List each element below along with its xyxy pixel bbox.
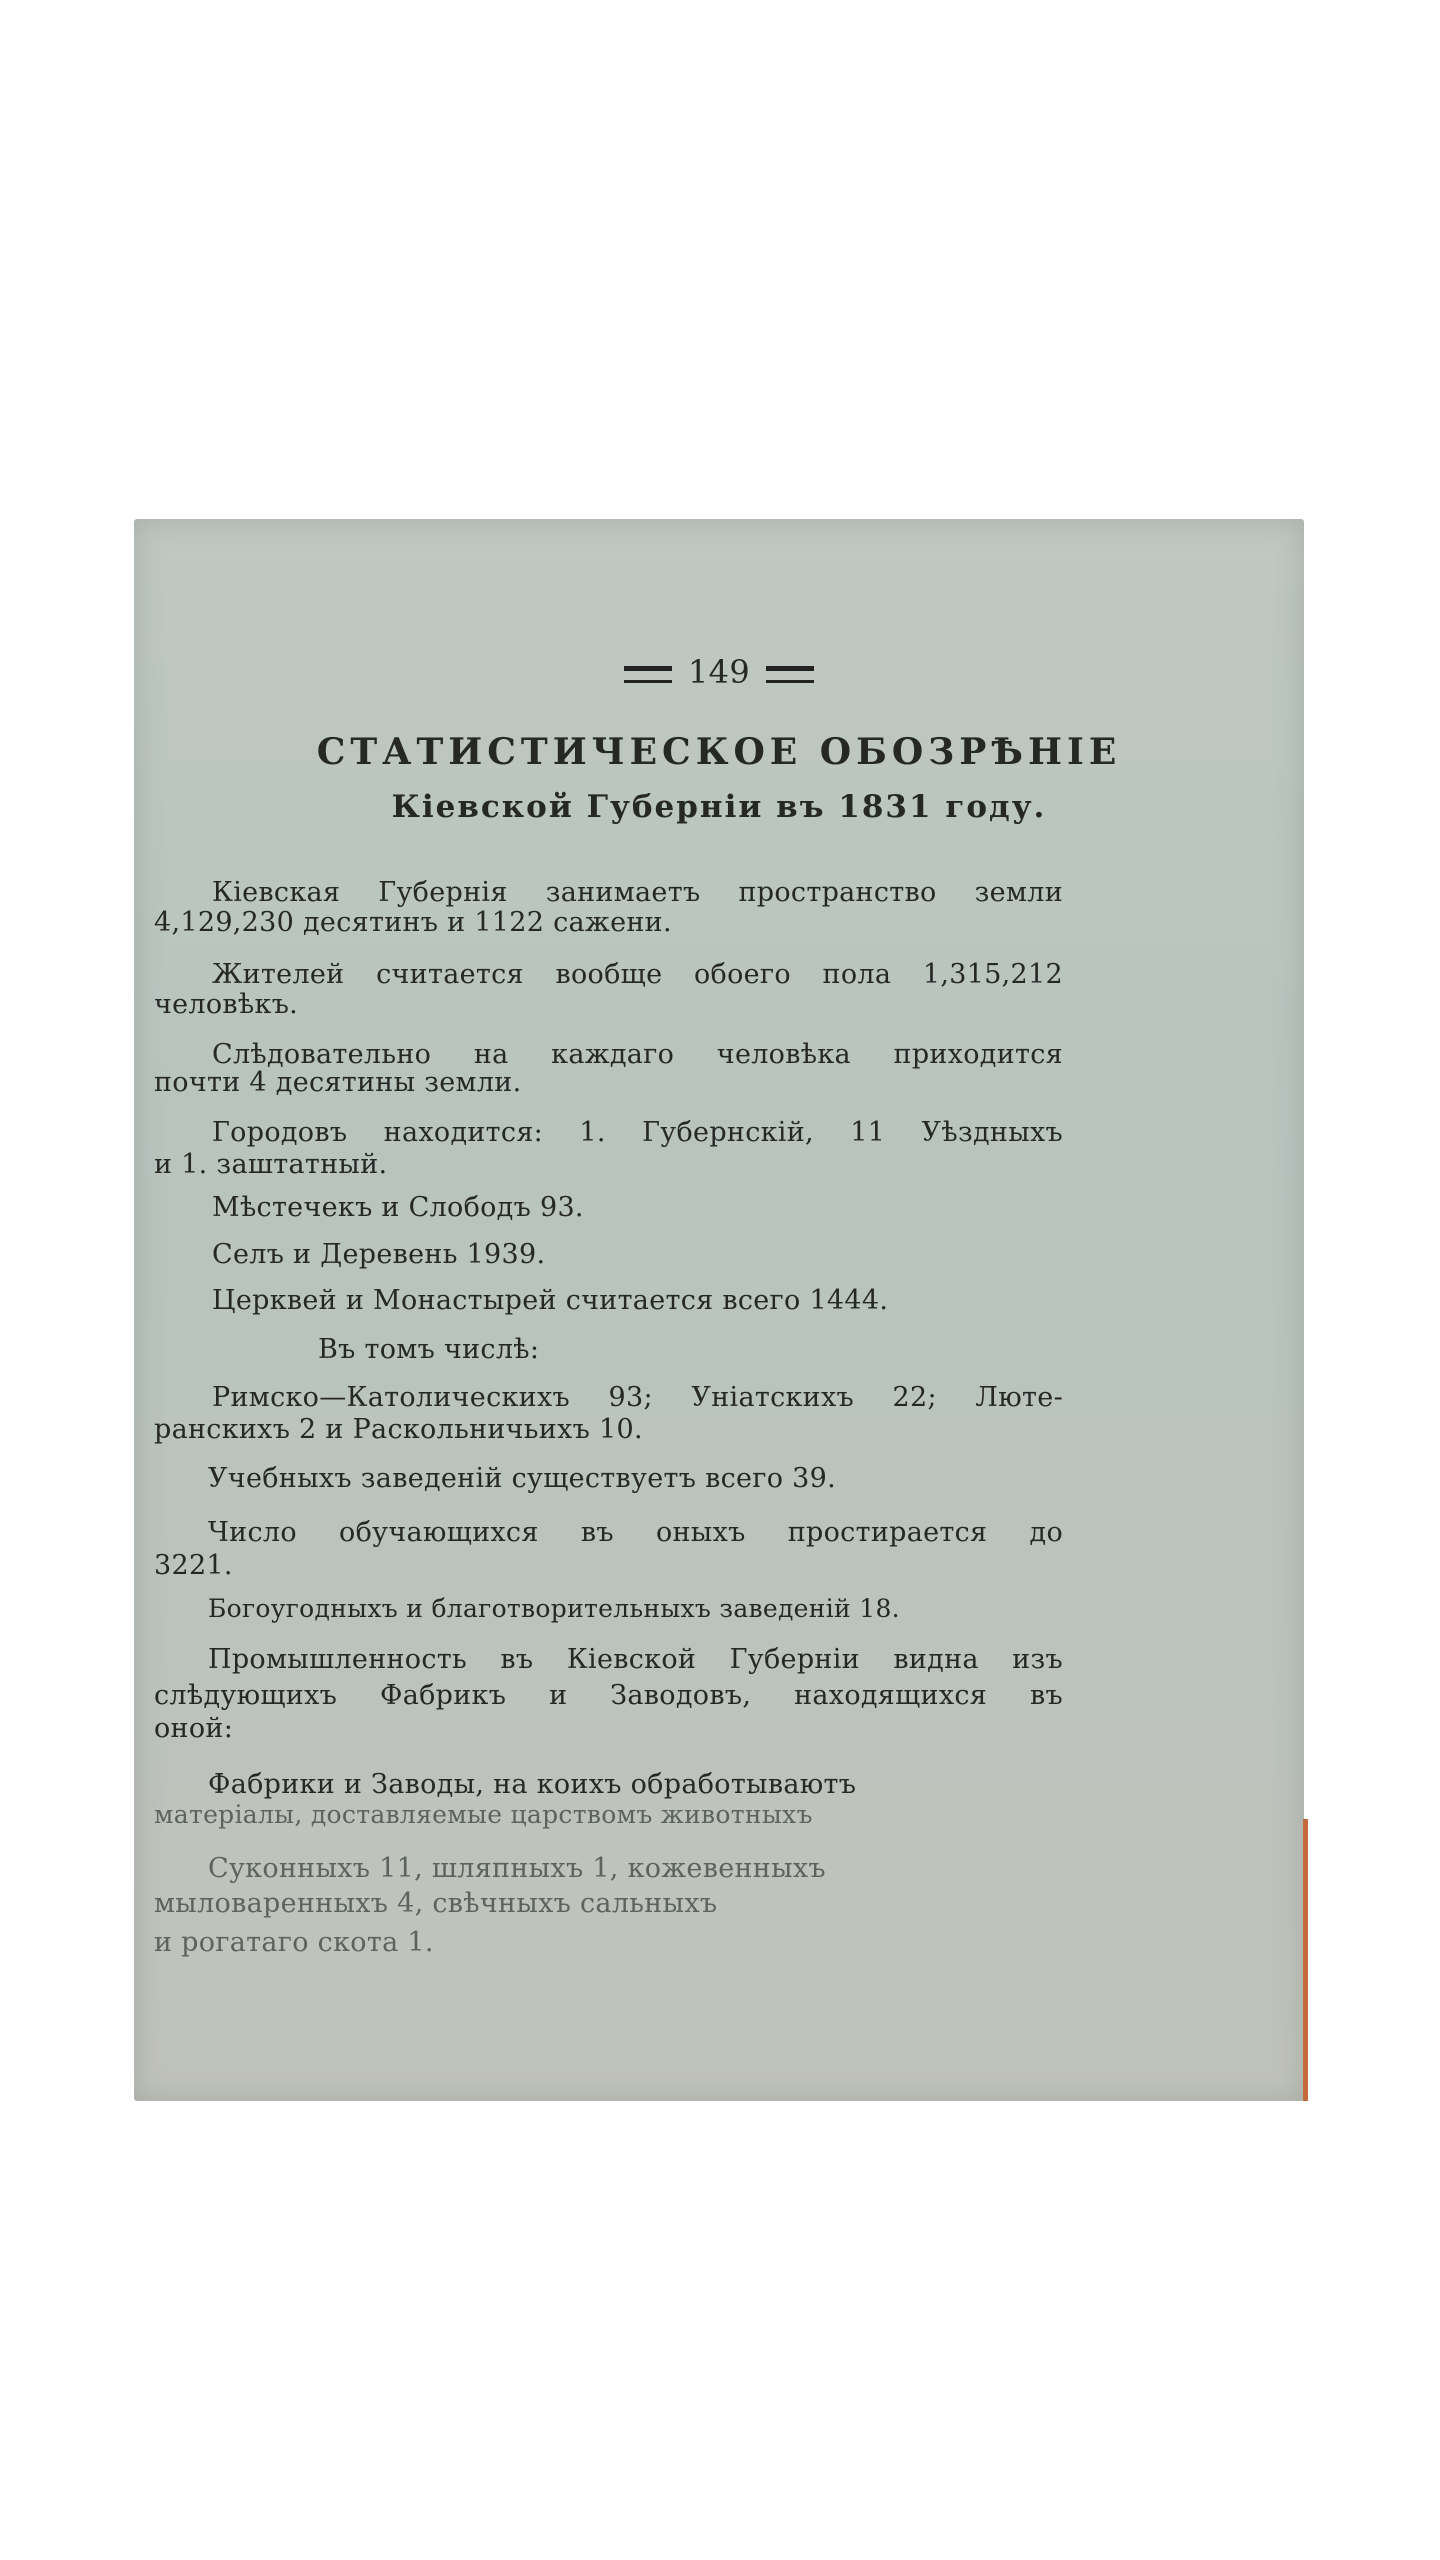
text-line: мыловаренныхъ 4, свѣчныхъ сальныхъ xyxy=(154,1888,718,1919)
text-line: почти 4 десятины земли. xyxy=(154,1067,522,1098)
ornament-rule-right xyxy=(766,666,814,683)
text-line: человѣкъ. xyxy=(154,989,299,1020)
page-number-text: 149 xyxy=(688,653,750,691)
text-line: Фабрики и Заводы, на коихъ обработываютъ xyxy=(208,1769,857,1800)
text-line: 4,129,230 десятинъ и 1122 сажени. xyxy=(154,907,672,938)
text-line: Церквей и Монастырей считается всего 1444. xyxy=(212,1285,889,1316)
text-line: Богоугодныхъ и благотворительныхъ заведеній 18. xyxy=(208,1594,900,1623)
text-line: 3221. xyxy=(154,1550,233,1581)
text-line: ранскихъ 2 и Раскольничьихъ 10. xyxy=(154,1414,643,1445)
page-edge xyxy=(1303,1819,1308,2101)
page-title: СТАТИСТИЧЕСКОЕ ОБОЗРѢНІЕ xyxy=(316,731,1122,773)
text-line: Учебныхъ заведеній существуетъ всего 39. xyxy=(208,1463,837,1494)
text-line: Слѣдовательно на каждаго человѣка приходится xyxy=(212,1039,1063,1070)
book-page xyxy=(134,519,1304,2101)
text-line: матеріалы, доставляемые царствомъ животныхъ xyxy=(154,1800,813,1829)
text-line: Число обучающихся въ оныхъ простирается до xyxy=(208,1517,1063,1548)
text-line: Римско—Католическихъ 93; Уніатскихъ 22; Люте- xyxy=(212,1382,1063,1413)
text-line: Въ томъ числѣ: xyxy=(318,1334,540,1365)
text-line: Суконныхъ 11, шляпныхъ 1, кожевенныхъ xyxy=(208,1853,826,1884)
text-line: Городовъ находится: 1. Губернскій, 11 Уѣздныхъ xyxy=(212,1117,1063,1148)
text-line: слѣдующихъ Фабрикъ и Заводовъ, находящихся въ xyxy=(154,1680,1063,1711)
text-line: Кіевская Губернія занимаетъ пространство земли xyxy=(212,877,1063,908)
text-line: Жителей считается вообще обоего пола 1,315,212 xyxy=(212,959,1063,990)
ornament-rule-left xyxy=(624,666,672,683)
text-line: и 1. заштатный. xyxy=(154,1149,388,1180)
text-line: Селъ и Деревень 1939. xyxy=(212,1239,546,1270)
text-line: Мѣстечекъ и Слободъ 93. xyxy=(212,1192,584,1223)
page-subtitle: Кіевской Губерніи въ 1831 году. xyxy=(391,789,1047,825)
text-line: оной: xyxy=(154,1713,234,1744)
text-line: и рогатаго скота 1. xyxy=(154,1927,434,1958)
text-line: Промышленность въ Кіевской Губерніи видна изъ xyxy=(208,1644,1063,1675)
page-number xyxy=(134,653,1304,691)
